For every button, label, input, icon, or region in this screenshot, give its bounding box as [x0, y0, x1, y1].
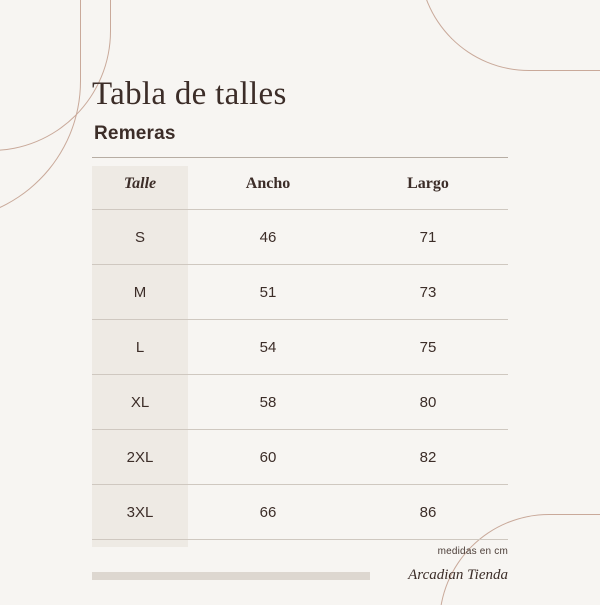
table-row [92, 375, 508, 430]
column-header-ancho: Ancho [188, 158, 348, 210]
brand-name: Arcadian Tienda [408, 567, 508, 583]
table-row [92, 430, 508, 485]
table-row [92, 320, 508, 375]
cell-largo: 86 [348, 485, 508, 540]
cell-talle: M [92, 265, 188, 320]
size-table-wrapper [92, 157, 508, 540]
cell-ancho: 54 [188, 320, 348, 375]
table-header [92, 158, 508, 210]
units-note: medidas en cm [437, 546, 508, 557]
cell-largo: 82 [348, 430, 508, 485]
cell-ancho: 51 [188, 265, 348, 320]
cell-talle: 2XL [92, 430, 188, 485]
size-table [92, 157, 508, 540]
table-body [92, 210, 508, 540]
table-row [92, 485, 508, 540]
page-title: Tabla de talles [92, 76, 287, 112]
column-header-largo: Largo [348, 158, 508, 210]
cell-talle: XL [92, 375, 188, 430]
cell-ancho: 46 [188, 210, 348, 265]
cell-largo: 75 [348, 320, 508, 375]
table-row [92, 210, 508, 265]
cell-talle: S [92, 210, 188, 265]
cell-ancho: 60 [188, 430, 348, 485]
cell-talle: L [92, 320, 188, 375]
content-area [92, 76, 508, 584]
table-row [92, 265, 508, 320]
cell-talle: 3XL [92, 485, 188, 540]
decorative-curve-top-left-secondary-icon [0, 0, 81, 221]
decorative-curve-top-right-icon [419, 0, 600, 71]
footer-row [92, 567, 508, 584]
cell-ancho: 66 [188, 485, 348, 540]
cell-largo: 71 [348, 210, 508, 265]
footer [92, 546, 508, 584]
cell-ancho: 58 [188, 375, 348, 430]
page-subtitle: Remeras [94, 123, 176, 144]
column-header-talle: Talle [92, 158, 188, 210]
cell-largo: 73 [348, 265, 508, 320]
table-header-row [92, 158, 508, 210]
footer-decorative-bar [92, 572, 370, 580]
cell-largo: 80 [348, 375, 508, 430]
